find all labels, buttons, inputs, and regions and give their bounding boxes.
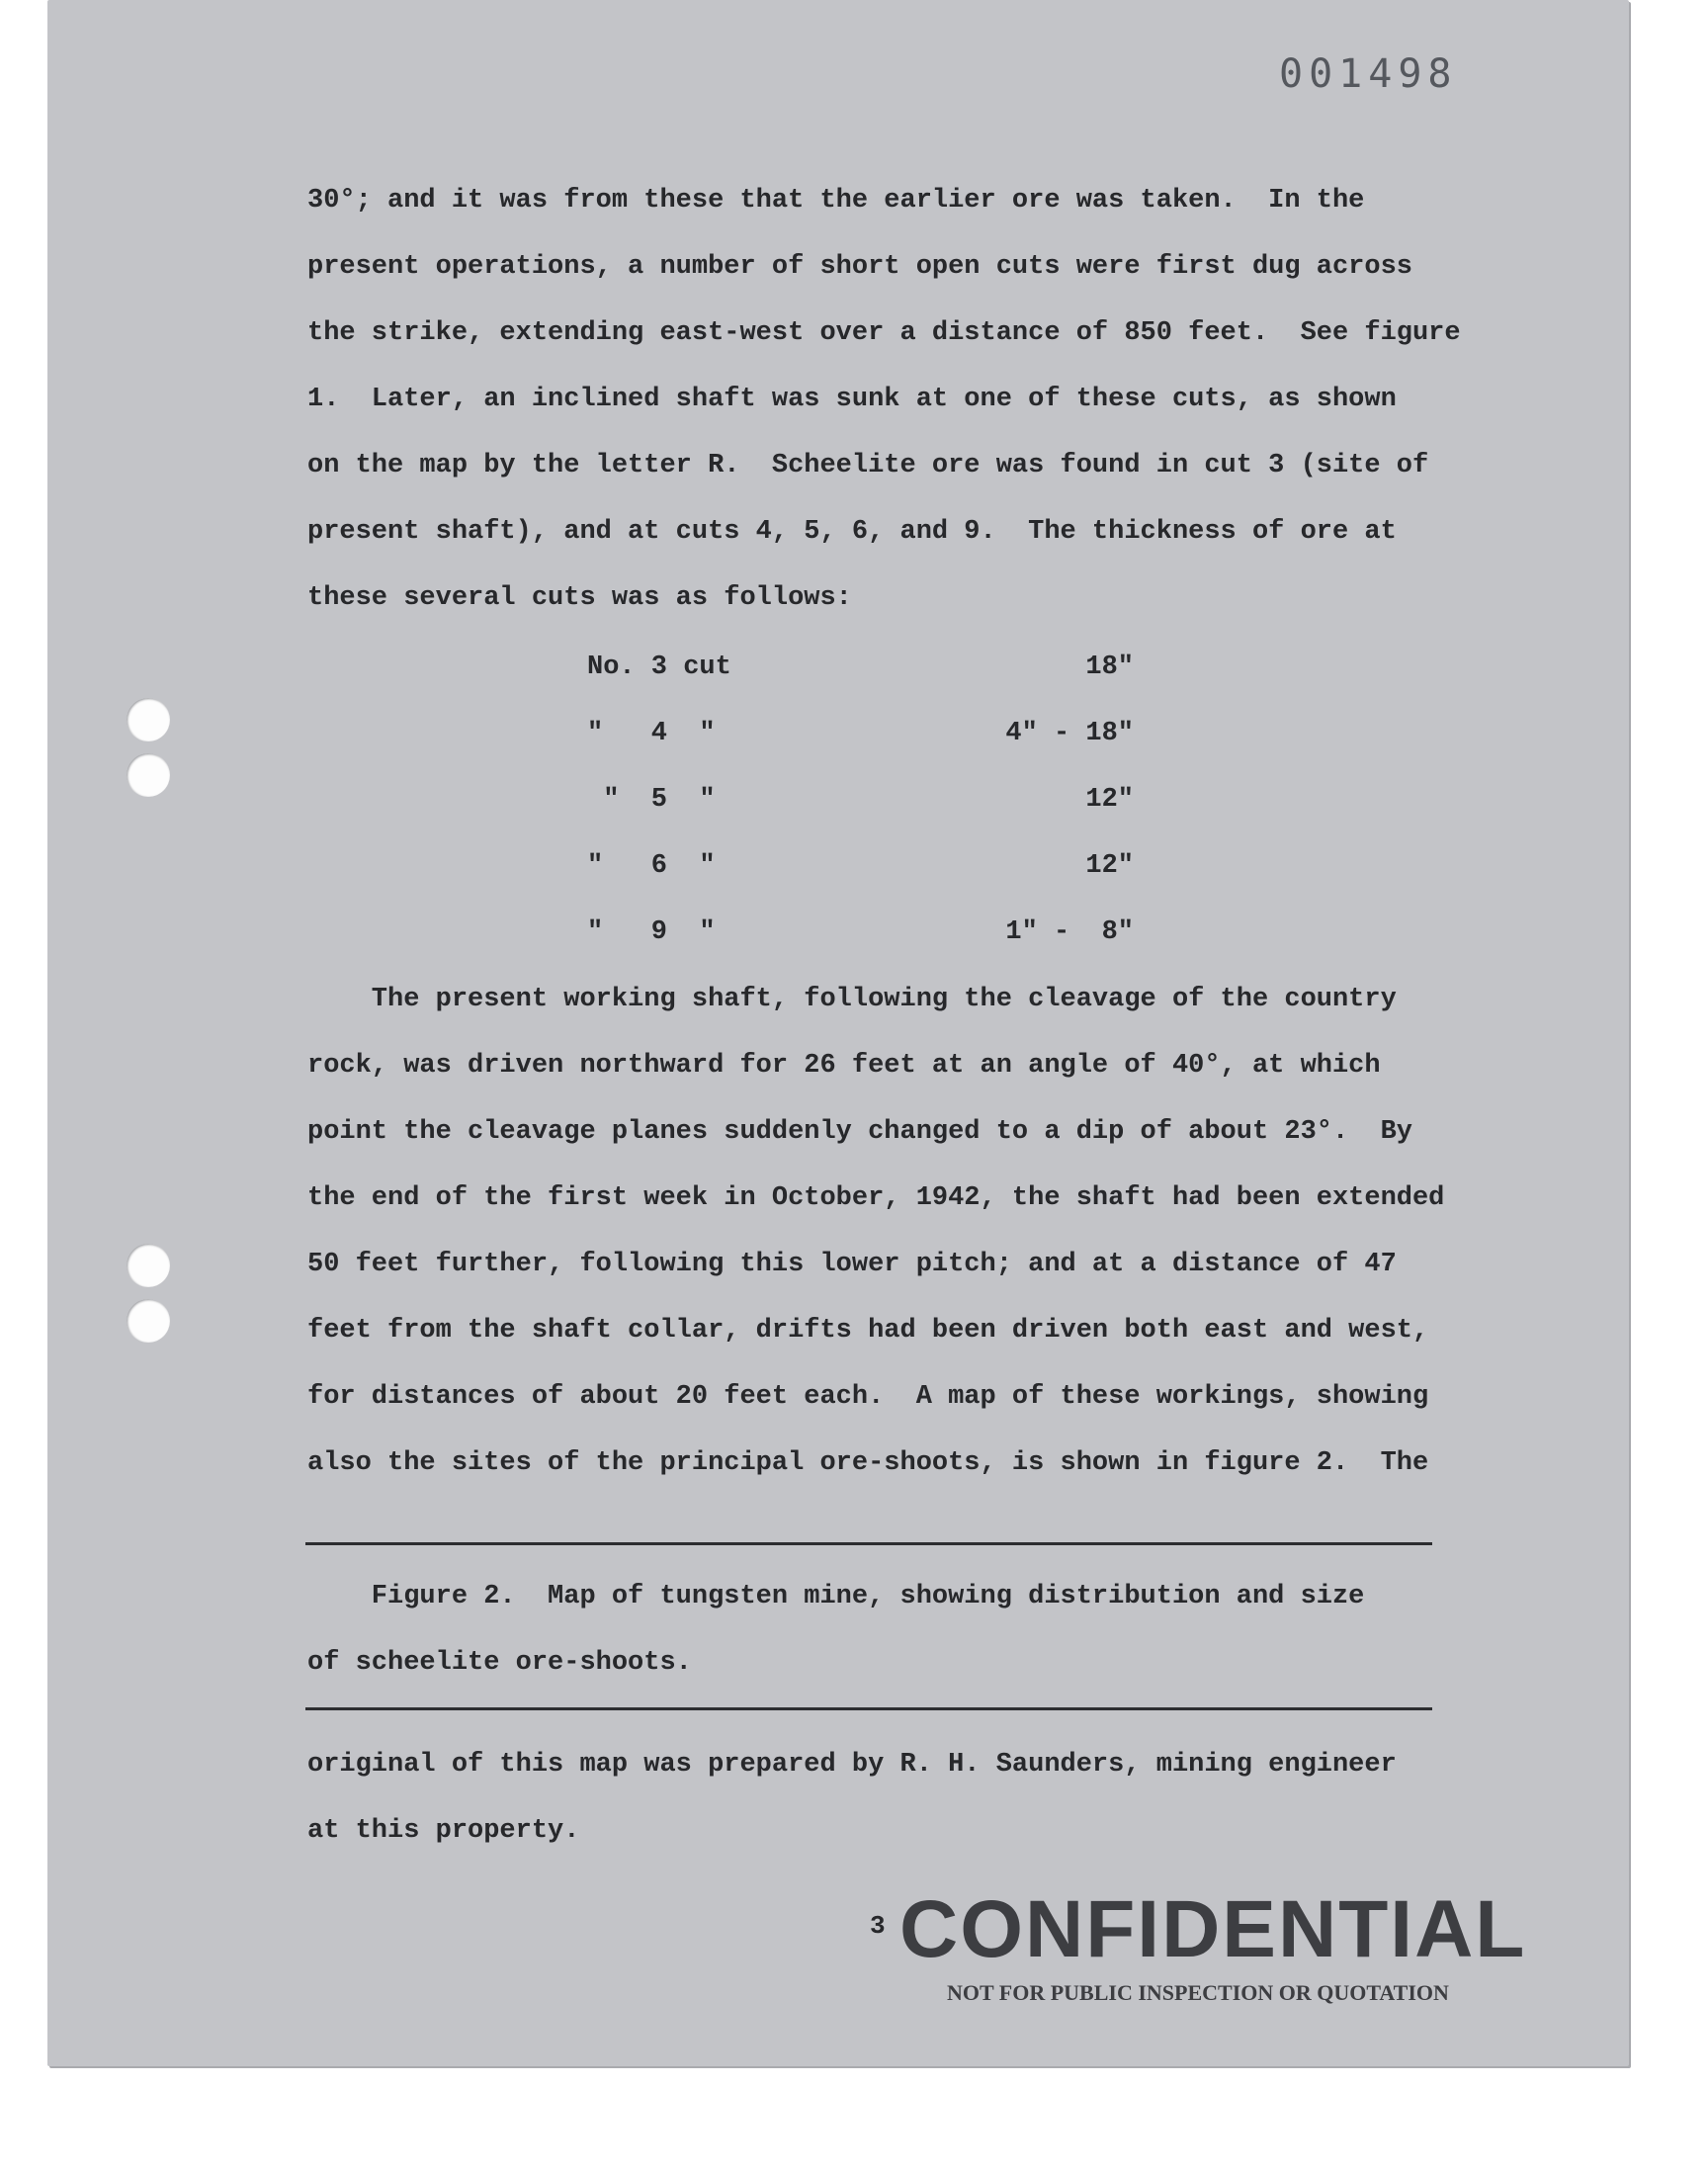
table-row bbox=[307, 851, 1197, 891]
table-row bbox=[307, 785, 1197, 825]
figure-caption-line: Figure 2. Map of tungsten mine, showing distribution and size bbox=[307, 1582, 1365, 1611]
cut-label: " 9 " bbox=[587, 917, 716, 947]
text-line: for distances of about 20 feet each. A map of these workings, showing bbox=[307, 1382, 1429, 1412]
document-number: 001498 bbox=[1279, 51, 1458, 97]
text-line: at this property. bbox=[307, 1816, 580, 1846]
text-line: on the map by the letter R. Scheelite ore was found in cut 3 (site of bbox=[307, 451, 1429, 480]
text-line: the end of the first week in October, 1942, the shaft had been extended bbox=[307, 1183, 1445, 1213]
confidential-stamp: CONFIDENTIAL bbox=[899, 1884, 1527, 1974]
text-line: these several cuts was as follows: bbox=[307, 583, 852, 613]
ore-thickness: 1" - 8" bbox=[1005, 917, 1134, 947]
text-line: The present working shaft, following the cleavage of the country bbox=[307, 985, 1397, 1014]
cut-label: " 4 " bbox=[587, 719, 716, 748]
cut-label: " 5 " bbox=[587, 785, 716, 815]
punch-hole bbox=[127, 1299, 170, 1343]
caption-rule-top bbox=[305, 1542, 1432, 1545]
ore-thickness: 12" bbox=[1085, 851, 1134, 881]
ore-thickness: 12" bbox=[1085, 785, 1134, 815]
text-line: present shaft), and at cuts 4, 5, 6, and 9. The thickness of ore at bbox=[307, 517, 1397, 547]
cut-label: " 6 " bbox=[587, 851, 716, 881]
table-row bbox=[307, 917, 1197, 957]
punch-hole bbox=[127, 753, 170, 797]
text-line: feet from the shaft collar, drifts had been driven both east and west, bbox=[307, 1316, 1429, 1346]
text-line: 30°; and it was from these that the earlier ore was taken. In the bbox=[307, 186, 1365, 216]
text-line: point the cleavage planes suddenly changed to a dip of about 23°. By bbox=[307, 1117, 1412, 1147]
confidential-stamp-subtitle: NOT FOR PUBLIC INSPECTION OR QUOTATION bbox=[947, 1980, 1449, 2005]
ore-thickness: 18" bbox=[1085, 652, 1134, 682]
punch-hole bbox=[127, 1244, 170, 1287]
ore-thickness: 4" - 18" bbox=[1005, 719, 1134, 748]
cut-label: No. 3 cut bbox=[587, 652, 731, 682]
caption-rule-bottom bbox=[305, 1707, 1432, 1710]
table-row bbox=[307, 719, 1197, 758]
text-line: the strike, extending east-west over a distance of 850 feet. See figure bbox=[307, 318, 1461, 348]
text-line: 1. Later, an inclined shaft was sunk at one of these cuts, as shown bbox=[307, 385, 1397, 414]
text-line: also the sites of the principal ore-shoots, is shown in figure 2. The bbox=[307, 1448, 1429, 1478]
text-line: 50 feet further, following this lower pitch; and at a distance of 47 bbox=[307, 1250, 1397, 1279]
page-number: 3 bbox=[870, 1911, 886, 1941]
text-line: rock, was driven northward for 26 feet at an angle of 40°, at which bbox=[307, 1051, 1381, 1081]
table-row bbox=[307, 652, 1197, 692]
text-line: present operations, a number of short open cuts were first dug across bbox=[307, 252, 1412, 282]
text-line: original of this map was prepared by R. H. Saunders, mining engineer bbox=[307, 1750, 1397, 1780]
punch-hole bbox=[127, 698, 170, 741]
figure-caption-line: of scheelite ore-shoots. bbox=[307, 1648, 692, 1678]
